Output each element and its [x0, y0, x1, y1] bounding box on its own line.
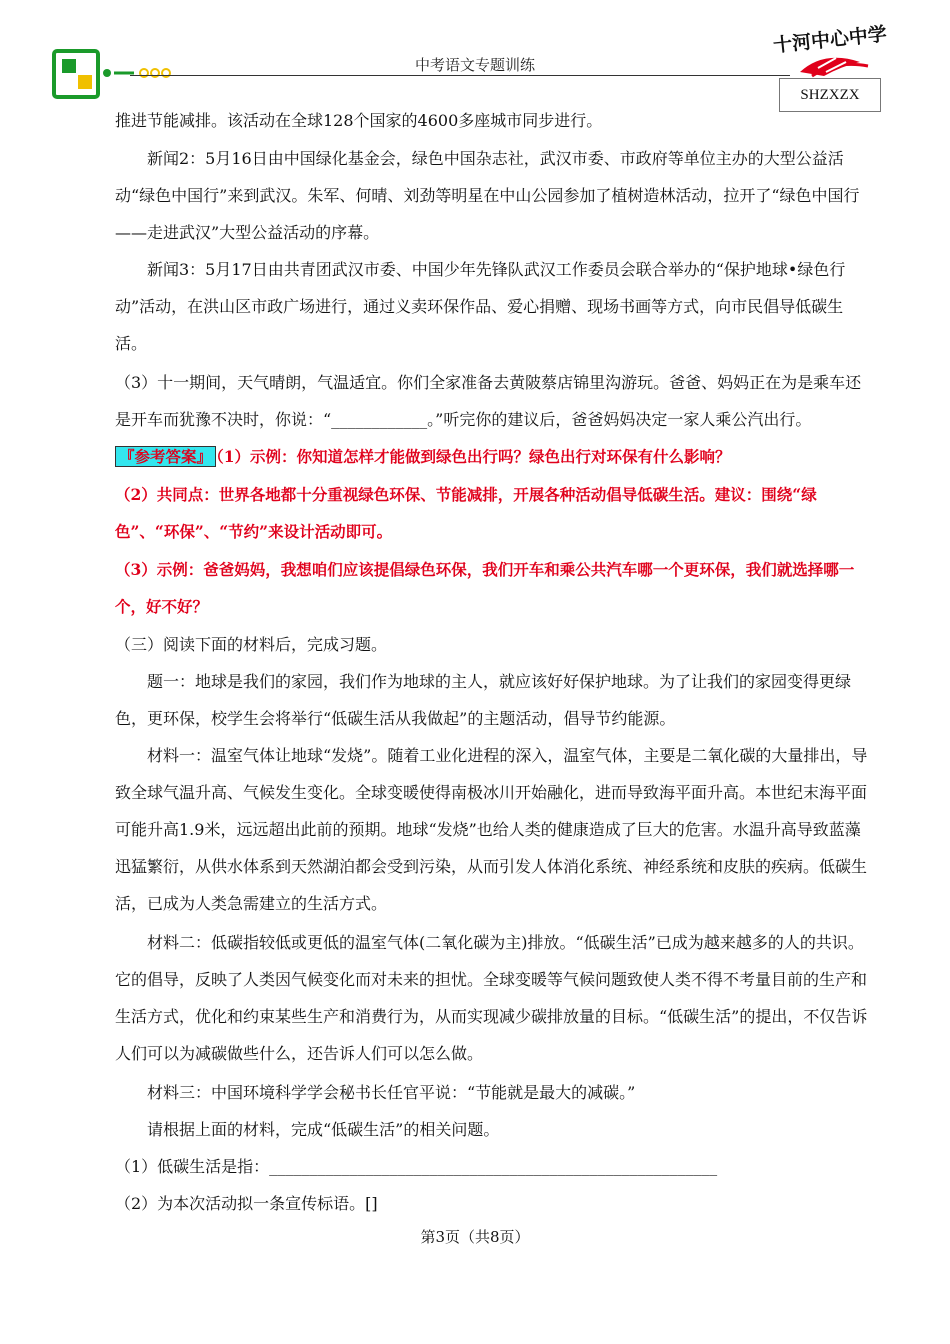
- section-heading: （三）阅读下面的材料后，完成习题。: [115, 635, 388, 654]
- answer-3: （3）示例：爸爸妈妈，我想咱们应该提倡绿色环保，我们开车和乘公共汽车哪一个更环保，我们就选择哪一个，好不好？: [115, 560, 855, 616]
- instruction: 请根据上面的材料，完成“低碳生活”的相关问题。: [115, 1120, 500, 1139]
- svg-text:十河中心中学: 十河中心中学: [772, 23, 888, 57]
- paragraph-news1-end: 推进节能减排。该活动在全球128个国家的4600多座城市同步进行。: [115, 111, 603, 130]
- header-rule: [130, 75, 790, 76]
- material-three: 材料三：中国环境科学学会秘书长任官平说：“节能就是最大的减碳。”: [115, 1083, 636, 1102]
- answer-2: （2）共同点：世界各地都十分重视绿色环保、节能减排，开展各种活动倡导低碳生活。建议：围绕“绿色”、“环保”、“节约”来设计活动即可。: [115, 485, 817, 541]
- school-logo: [772, 20, 892, 82]
- material-two: 材料二：低碳指较低或更低的温室气体(二氧化碳为主)排放。“低碳生活”已成为越来越多的人的共识。它的倡导，反映了人类因气候变化而对未来的担忧。全球变暖等气候问题致使人类不得不考量目前的生产和生活方式，优化和约束某些生产和消费行为，从而实现减少碳排放量的目标。“低碳生活”的提出，不仅告诉人们可以为减碳做些什么，还告诉人们可以怎么做。: [115, 933, 868, 1063]
- answer-tag: 『参考答案』: [115, 446, 216, 467]
- question-2: （2）为本次活动拟一条宣传标语。[]: [115, 1194, 378, 1213]
- paragraph-news3: 新闻3：5月17日由共青团武汉市委、中国少年先锋队武汉工作委员会联合举办的“保护地球•绿色行动”活动，在洪山区市政广场进行，通过义卖环保作品、爱心捐赠、现场书画等方式，向市民倡导低碳生活。: [115, 260, 846, 353]
- answer-1-text: （1）示例：你知道怎样才能做到绿色出行吗？绿色出行对环保有什么影响？: [216, 447, 731, 466]
- page-number: 第3页（共8页）: [420, 1228, 530, 1246]
- school-code-box: SHZXZX: [779, 78, 881, 112]
- paragraph-news2: 新闻2：5月16日由中国绿化基金会，绿色中国杂志社，武汉市委、市政府等单位主办的大型公益活动“绿色中国行”来到武汉。朱军、何晴、刘劲等明星在中山公园参加了植树造林活动，拉开了“绿色中国行——走进武汉”大型公益活动的序幕。: [115, 149, 860, 242]
- question-3: （3）十一期间，天气晴朗，气温适宜。你们全家准备去黄陂蔡店锦里沟游玩。爸爸、妈妈正在为是乘车还是开车而犹豫不决时，你说：“____________。”听完你的建议后，爸爸妈妈决定一家人乘公汽出行。: [115, 373, 862, 429]
- answer-1: [115, 438, 875, 475]
- question-1: （1）低碳生活是指：________________________________________________________: [115, 1157, 718, 1176]
- topic-one: 题一：地球是我们的家园，我们作为地球的主人，就应该好好保护地球。为了让我们的家园变得更绿色，更环保，校学生会将举行“低碳生活从我做起”的主题活动，倡导节约能源。: [115, 672, 852, 728]
- header-title: 中考语文专题训练: [414, 56, 535, 74]
- material-one: 材料一：温室气体让地球“发烧”。随着工业化进程的深入，温室气体，主要是二氧化碳的大量排出，导致全球气温升高、气候发生变化。全球变暖使得南极冰川开始融化，进而导致海平面升高。本世纪末海平面可能升高1.9米，远远超出此前的预期。地球“发烧”也给人类的健康造成了巨大的危害。水温升高导致蓝藻迅猛繁衍，从供水体系到天然湖泊都会受到污染，从而引发人体消化系统、神经系统和皮肤的疾病。低碳生活，已成为人类急需建立的生活方式。: [115, 746, 868, 913]
